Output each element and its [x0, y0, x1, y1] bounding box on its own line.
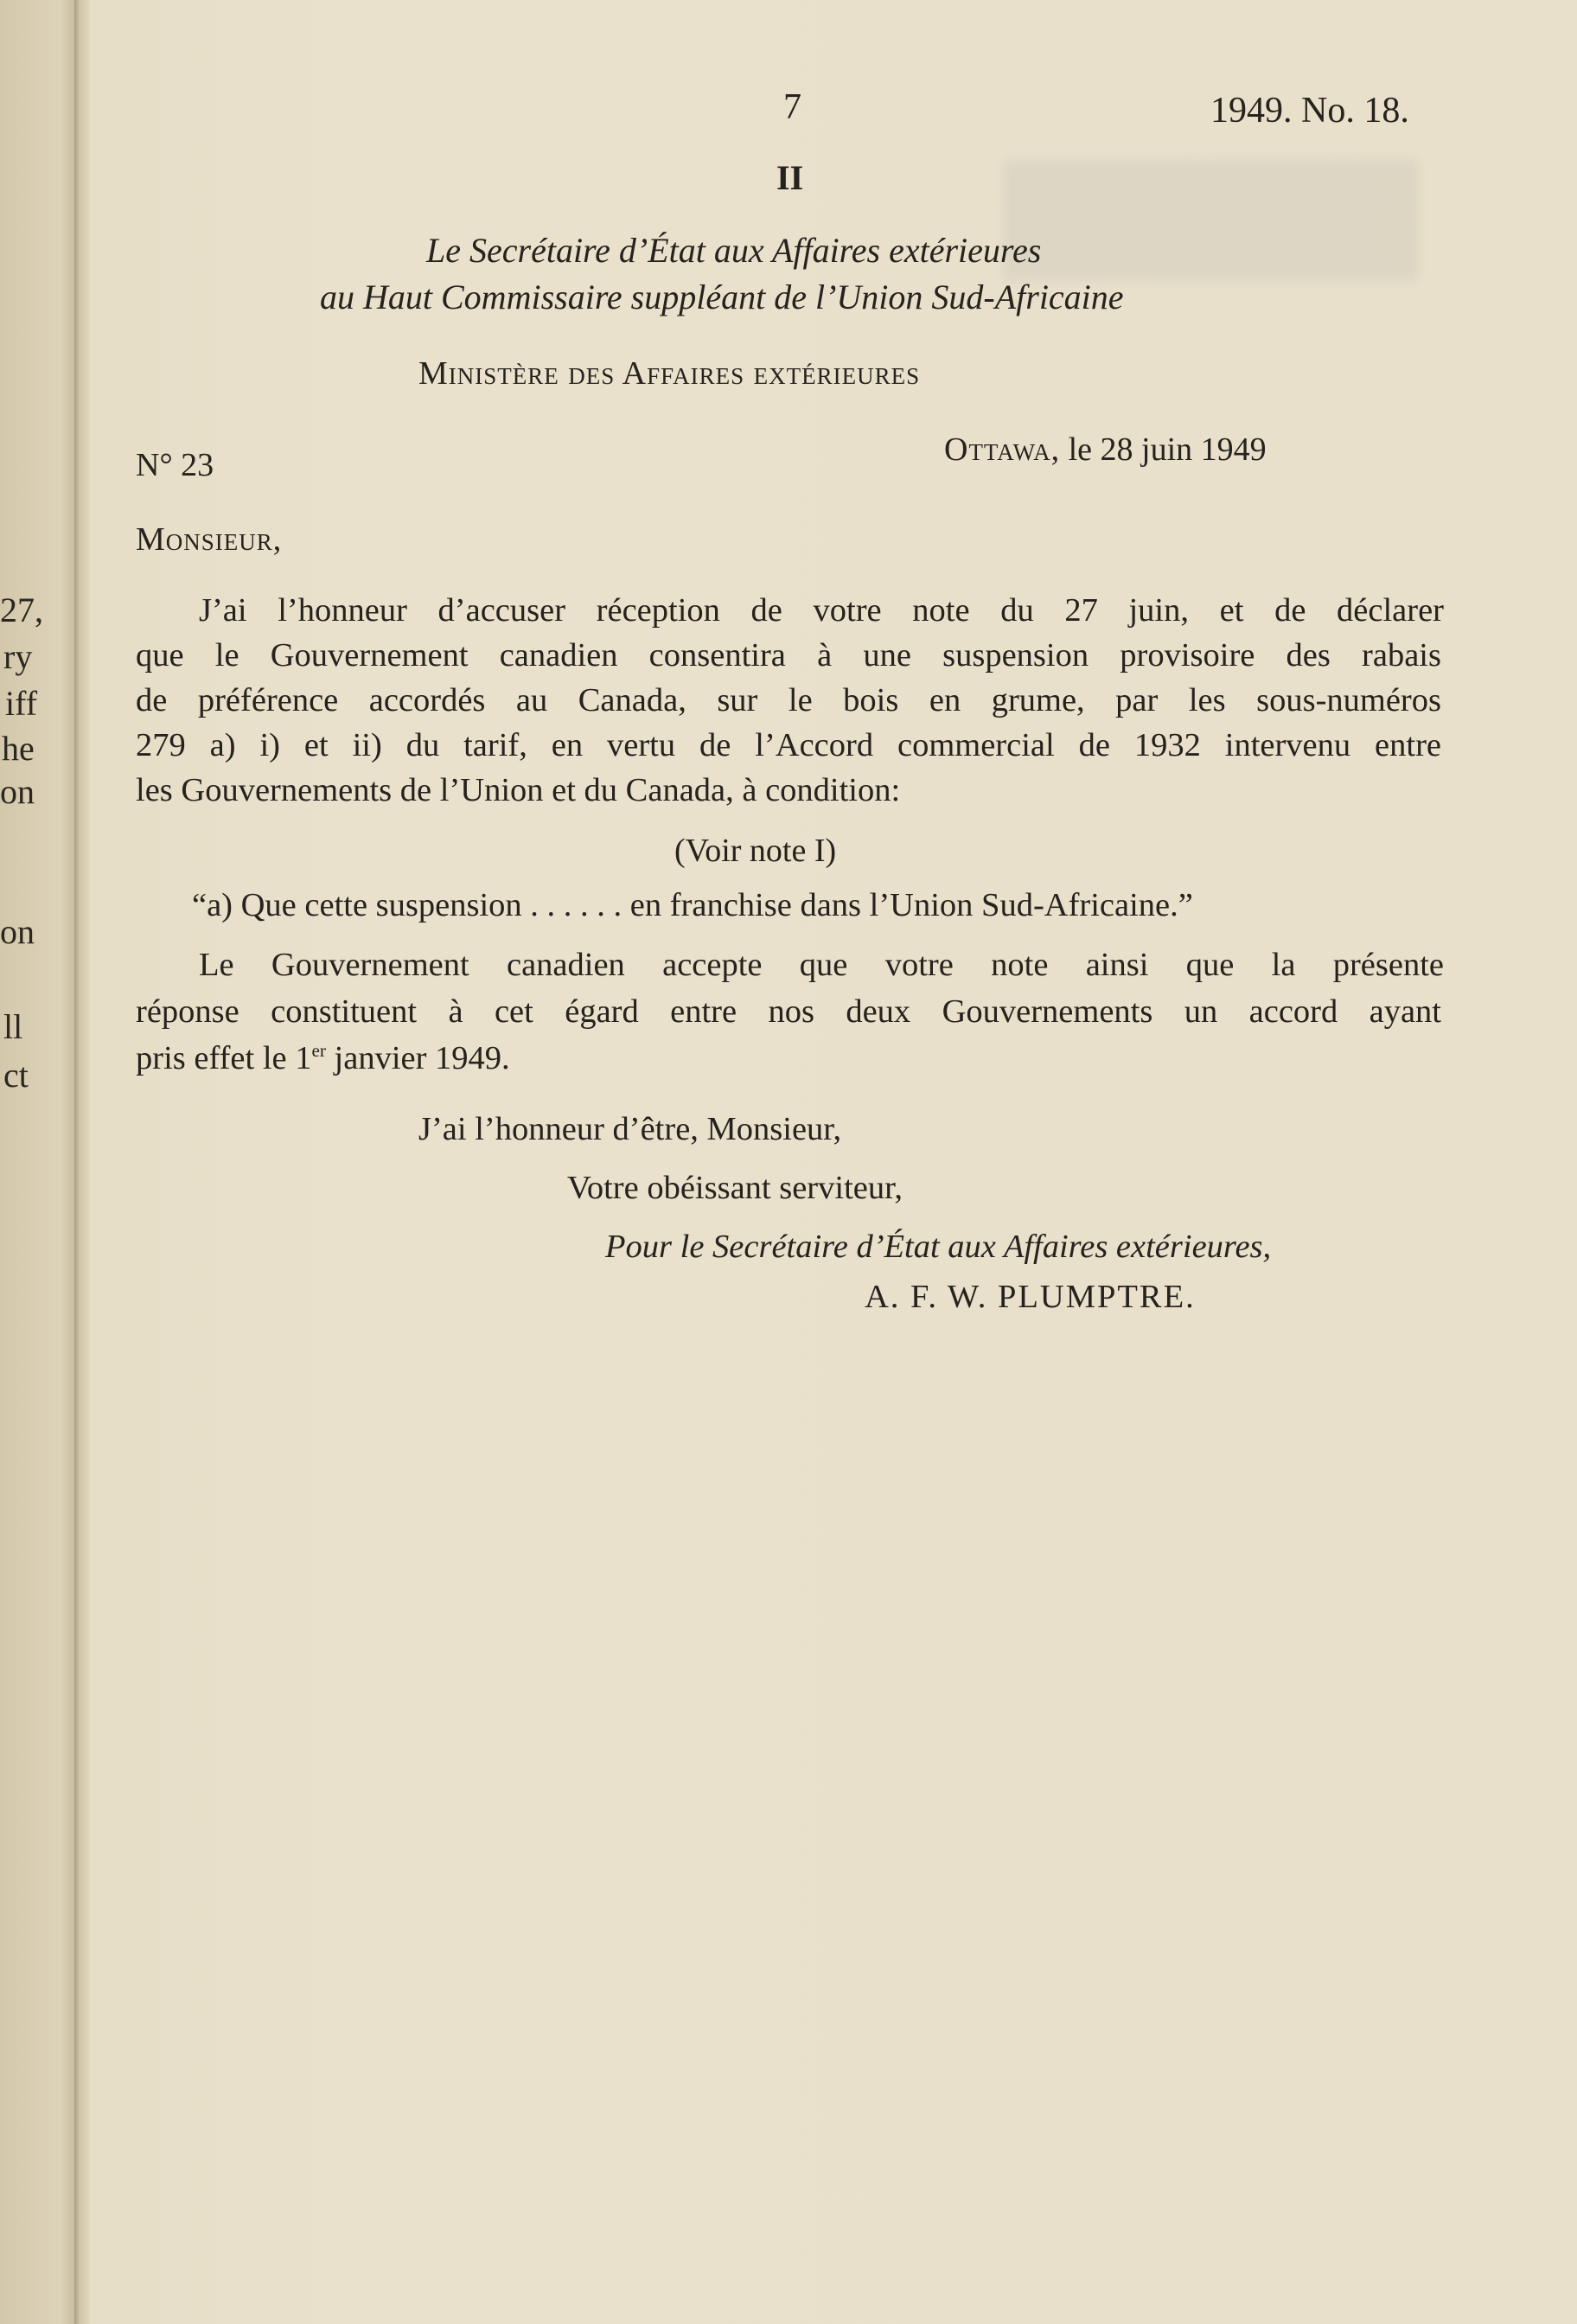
facing-page-fragment: iff	[5, 684, 38, 723]
paragraph-2-last-line	[136, 1039, 1441, 1077]
facing-page-fragment: 27,	[0, 591, 43, 629]
paragraph-1-line: J’ai l’honneur d’accuser réception de votre note du 27 juin, et de déclarer	[199, 592, 1444, 629]
quoted-condition: “a) Que cette suspension . . . . . . en franchise dans l’Union Sud-Africaine.”	[192, 887, 1193, 923]
paragraph-1-line: 279 a) i) et ii) du tarif, en vertu de l’Accord commercial de 1932 intervenu entre	[136, 727, 1441, 763]
facing-page-fragment: he	[2, 729, 35, 768]
section-numeral: II	[776, 158, 804, 197]
paragraph-1-line: les Gouvernements de l’Union et du Canada, à condition:	[136, 772, 901, 808]
facing-page-fragment: on	[0, 772, 35, 811]
closing-line-2: Votre obéissant serviteur,	[567, 1170, 903, 1206]
facing-page-fragment: ry	[3, 637, 33, 676]
paragraph-2-line: Le Gouvernement canadien accepte que votre note ainsi que la présente	[199, 947, 1444, 983]
date: le 28 juin 1949	[1068, 431, 1267, 468]
paragraph-2-last-before: pris effet le 1	[136, 1040, 312, 1076]
paragraph-2-last-after: janvier 1949.	[325, 1040, 510, 1076]
reference-note: (Voir note I)	[674, 833, 837, 869]
signatory-name: A. F. W. PLUMPTRE.	[865, 1279, 1196, 1315]
paragraph-1-line: de préférence accordés au Canada, sur le bois en grume, par les sous-numéros	[136, 682, 1441, 718]
salutation: Monsieur,	[136, 521, 283, 558]
heading-line-2: au Haut Commissaire suppléant de l’Union Sud-Africaine	[320, 278, 1124, 316]
ministry-heading: Ministère des Affaires extérieures	[418, 355, 921, 392]
paragraph-1-line: que le Gouvernement canadien consentira à une suspension provisoire des rabais	[136, 637, 1441, 674]
facing-page-fragment: ll	[3, 1007, 23, 1046]
paragraph-2-line: réponse constituent à cet égard entre nos deux Gouvernements un accord ayant	[136, 993, 1441, 1030]
page-number: 7	[783, 87, 801, 127]
facing-page-fragment: ct	[3, 1056, 29, 1095]
note-number: N° 23	[136, 447, 214, 483]
document-reference: 1949. No. 18.	[1210, 91, 1409, 131]
place-date	[944, 431, 1267, 469]
closing-line-1: J’ai l’honneur d’être, Monsieur,	[418, 1111, 842, 1147]
place: Ottawa,	[944, 431, 1061, 468]
signature-on-behalf: Pour le Secrétaire d’État aux Affaires extérieures,	[605, 1229, 1272, 1265]
facing-page-fragment: on	[0, 912, 35, 951]
superscript-er: er	[311, 1040, 326, 1062]
heading-line-1: Le Secrétaire d’État aux Affaires extérieures	[426, 231, 1042, 270]
